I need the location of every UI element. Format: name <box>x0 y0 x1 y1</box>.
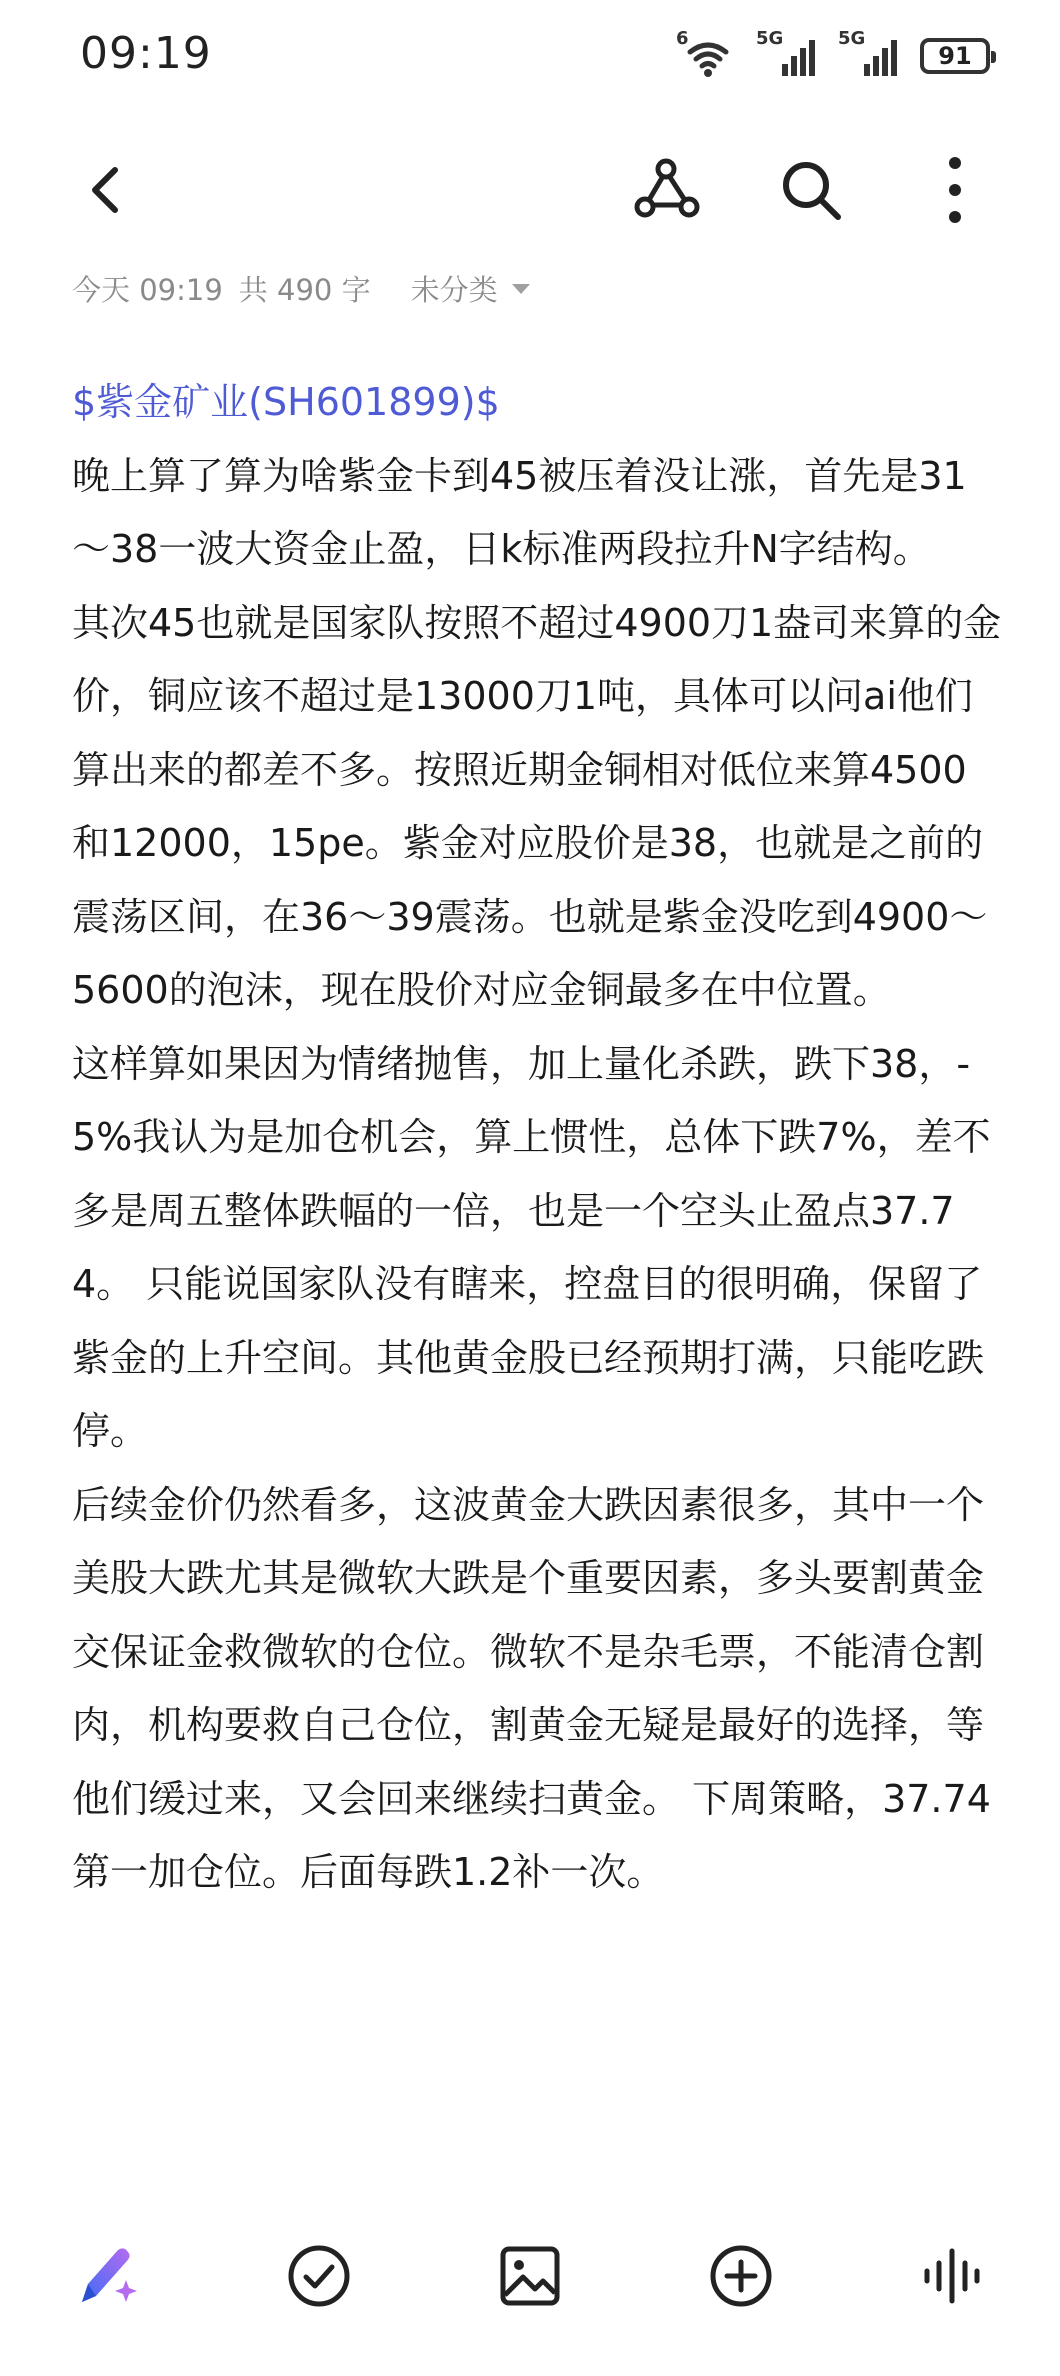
checklist-button[interactable] <box>259 2216 379 2336</box>
status-icons <box>676 28 990 78</box>
image-icon <box>497 2243 563 2309</box>
note-date: 今天 09:19 <box>72 273 223 307</box>
ai-assist-button[interactable] <box>48 2216 168 2336</box>
status-bar <box>0 0 1060 120</box>
signal-label-2: 5G <box>838 28 866 49</box>
voice-icon <box>919 2243 985 2309</box>
category-label: 未分类 <box>410 273 498 307</box>
back-button[interactable] <box>52 130 162 250</box>
bottom-toolbar <box>0 2216 1060 2376</box>
share-nodes-icon <box>632 155 702 225</box>
chevron-left-icon <box>77 160 137 220</box>
insert-image-button[interactable] <box>470 2216 590 2336</box>
word-count: 共 490 字 <box>238 273 371 307</box>
more-vertical-icon <box>945 155 965 225</box>
status-time: 09:19 <box>80 28 212 79</box>
paragraph: 其次45也就是国家队按照不超过4900刀1盎司来算的金价，铜应该不超过是13000刀1吨，具体可以问ai他们算出来的都差不多。按照近期金铜相对低位来算4500和12000，15pe。紫金对应股价是38，也就是之前的震荡区间，在36～39震荡。也就是紫金没吃到4900～5600的泡沫，现在股价对应金铜最多在中位置。 <box>72 600 1002 1012</box>
checkbox-icon <box>286 2243 352 2309</box>
note-content[interactable] <box>72 366 1002 1910</box>
stock-tag-link[interactable]: $紫金矿业(SH601899)$ <box>72 380 500 424</box>
share-button[interactable] <box>612 130 722 250</box>
more-options-button[interactable] <box>900 130 1010 250</box>
voice-input-button[interactable] <box>892 2216 1012 2336</box>
wifi-badge: 6 <box>676 28 689 49</box>
category-selector[interactable] <box>411 268 532 309</box>
add-icon <box>708 2243 774 2309</box>
signal-icon-2 <box>838 28 900 78</box>
paragraph: 这样算如果因为情绪抛售，加上量化杀跌，跌下38，-5%我认为是加仓机会，算上惯性，总体下跌7%，差不多是周五整体跌幅的一倍，也是一个空头止盈点37.74。 只能说国家队没有瞎来，控盘目的很明确，保留了紫金的上升空间。其他黄金股已经预期打满，只能吃跌停。 <box>72 1041 991 1453</box>
caret-down-icon <box>510 282 532 296</box>
top-app-bar <box>0 130 1060 250</box>
search-icon <box>778 157 844 223</box>
signal-icon-1 <box>756 28 818 78</box>
battery-level: 91 <box>938 42 972 70</box>
paragraph: 后续金价仍然看多，这波黄金大跌因素很多，其中一个美股大跌尤其是微软大跌是个重要因素，多头要割黄金交保证金救微软的仓位。微软不是杂毛票，不能清仓割肉，机构要救自己仓位，割黄金无疑是最好的选择，等他们缓过来，又会回来继续扫黄金。 下周策略，37.74第一加仓位。后面每跌1.2补一次。 <box>72 1482 991 1894</box>
note-meta <box>72 268 532 309</box>
search-button[interactable] <box>756 130 866 250</box>
paragraph: 晚上算了算为啥紫金卡到45被压着没让涨，首先是31～38一波大资金止盈，日k标准两段拉升N字结构。 <box>72 453 967 571</box>
wifi-icon <box>676 28 736 78</box>
ai-pen-icon <box>72 2240 144 2312</box>
add-button[interactable] <box>681 2216 801 2336</box>
signal-label-1: 5G <box>756 28 784 49</box>
battery-icon <box>920 38 990 74</box>
